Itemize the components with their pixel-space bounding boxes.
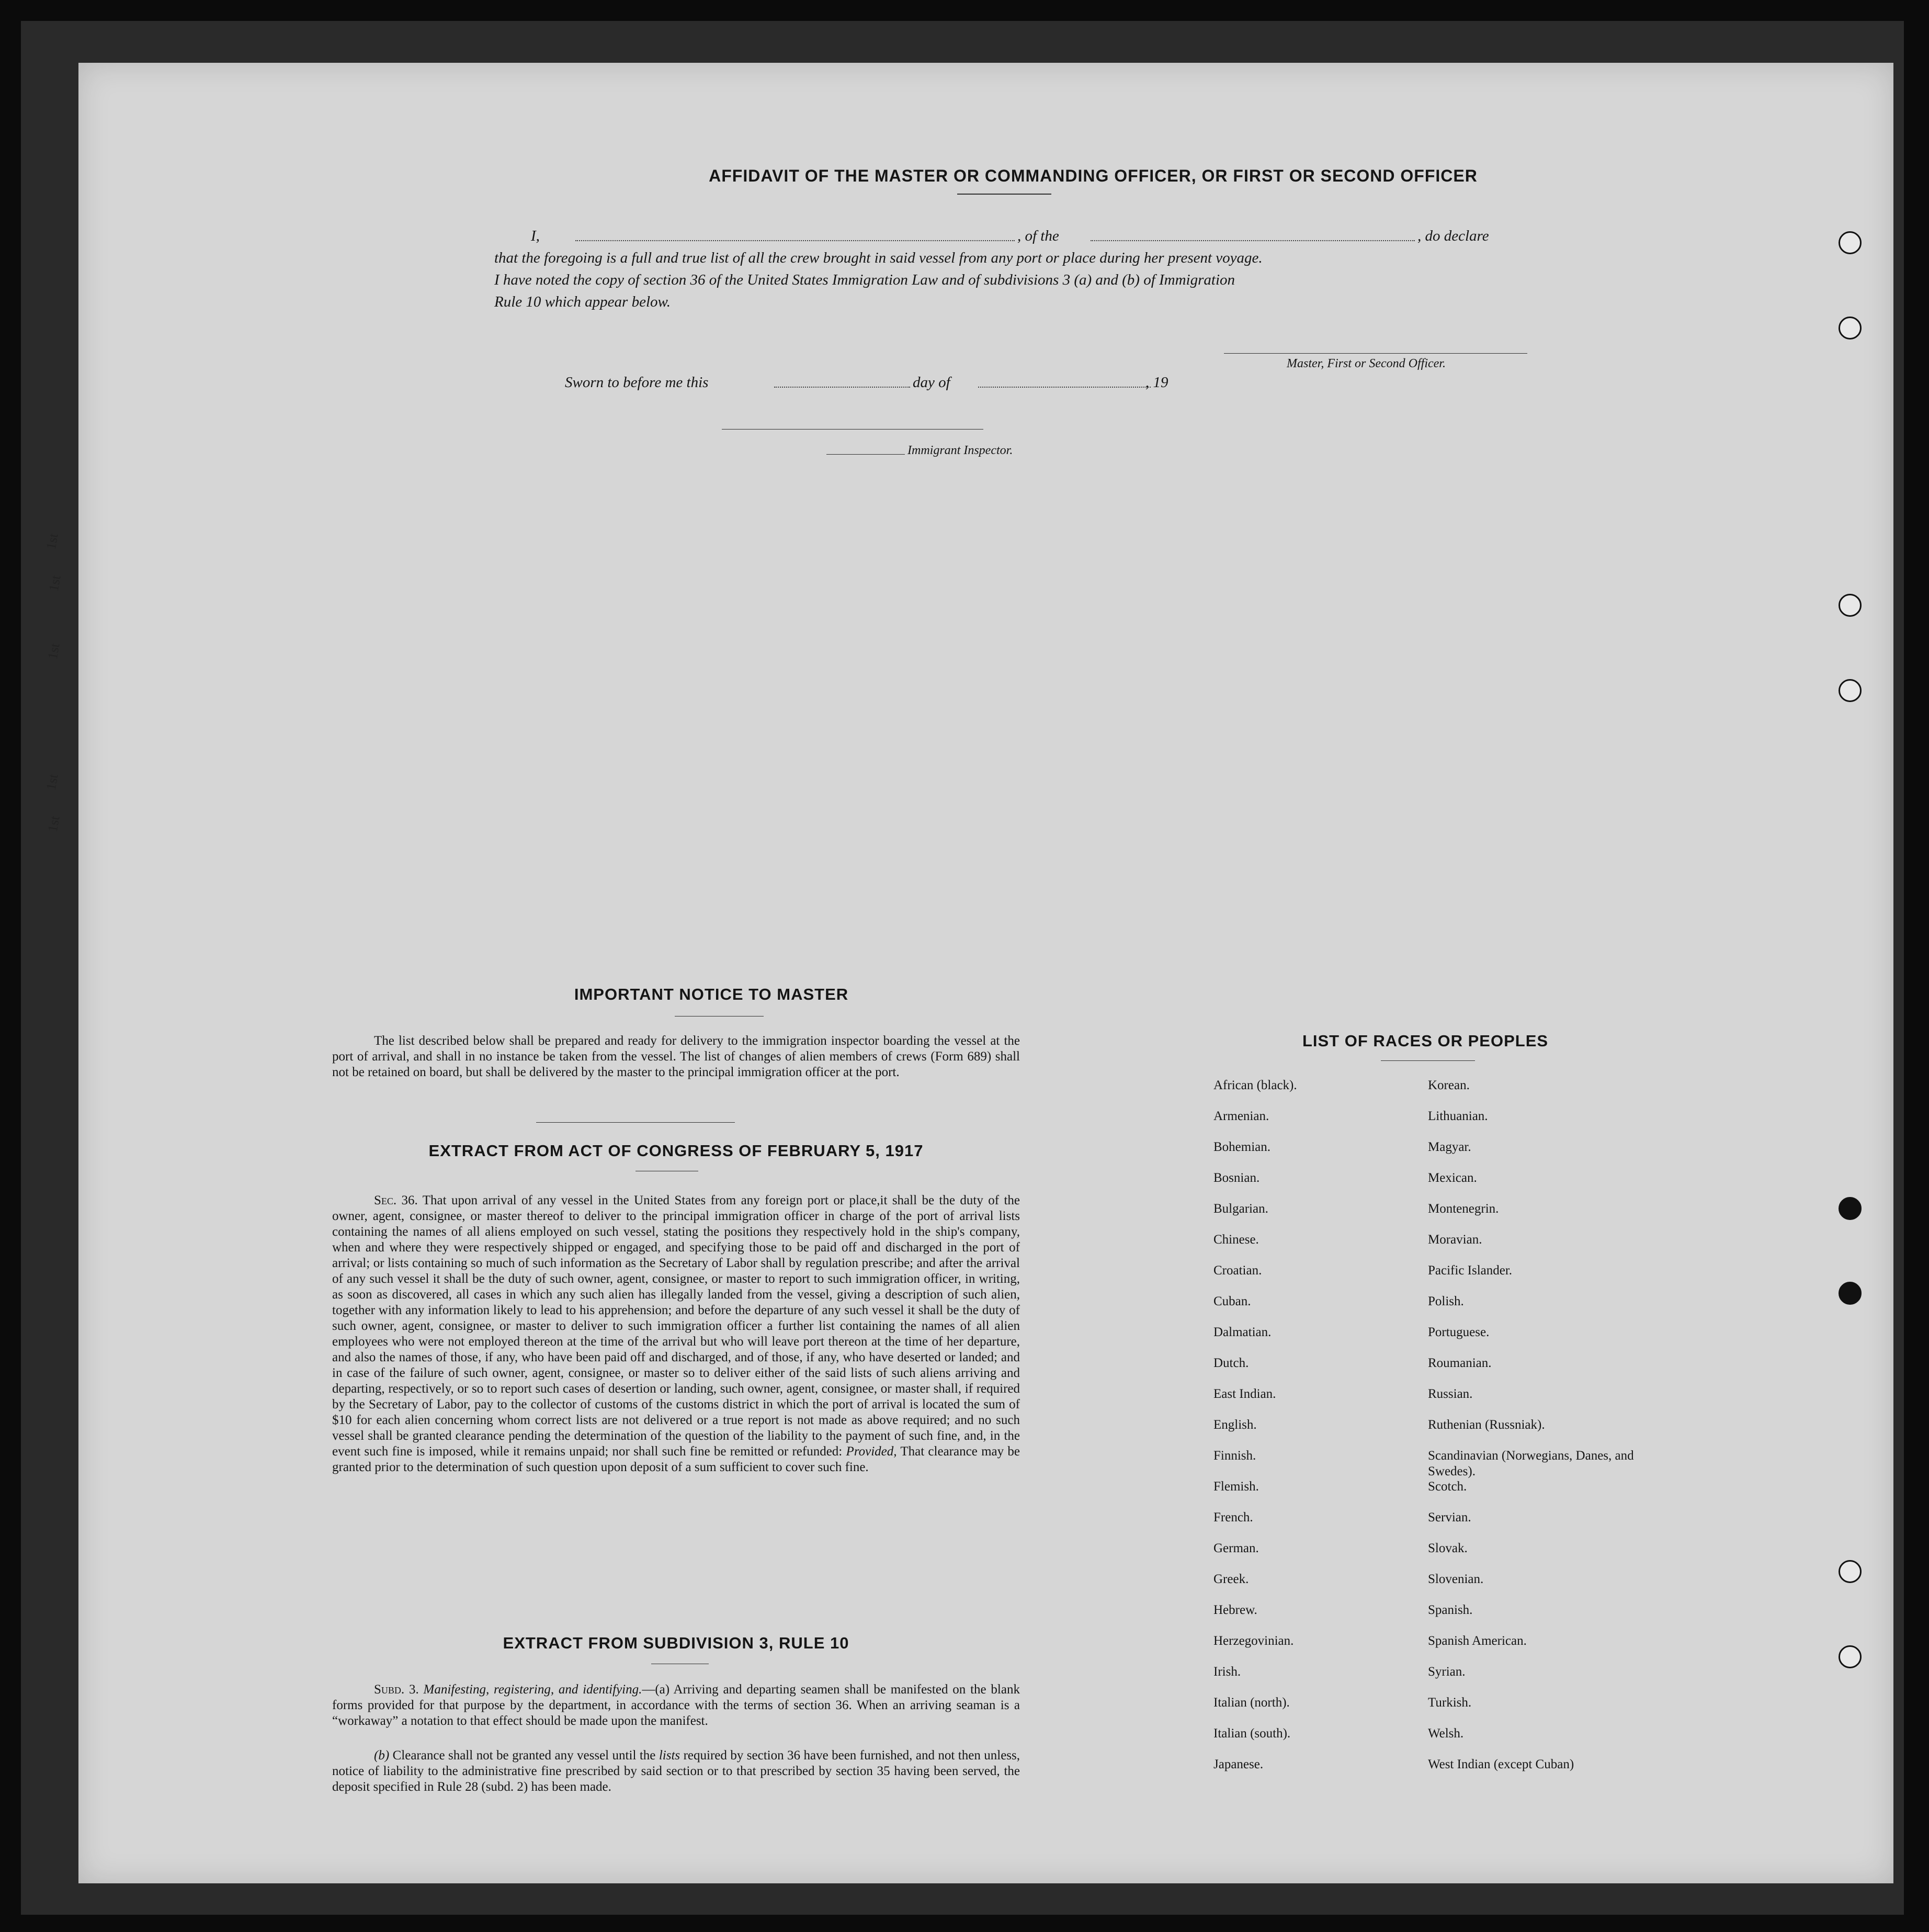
race-item: Spanish. [1428, 1603, 1473, 1617]
affidavit-line-4: Rule 10 which appear below. [494, 293, 671, 310]
race-item: Japanese. [1213, 1757, 1264, 1771]
race-item: Irish. [1213, 1665, 1241, 1679]
margin-mark-4: 1st [43, 773, 61, 792]
race-item: Herzegovinian. [1213, 1634, 1294, 1648]
race-item: Montenegrin. [1428, 1202, 1499, 1216]
inspector-short-line [826, 454, 905, 455]
race-item: Chinese. [1213, 1233, 1259, 1247]
sworn-prefix: Sworn to before me this [565, 374, 709, 391]
race-item: Syrian. [1428, 1665, 1466, 1679]
race-item: Bosnian. [1213, 1171, 1260, 1185]
race-item: Greek. [1213, 1572, 1249, 1586]
race-item: Dutch. [1213, 1356, 1249, 1370]
rule-title: EXTRACT FROM SUBDIVISION 3, RULE 10 [503, 1634, 849, 1652]
sworn-month-field[interactable] [978, 386, 1151, 388]
master-signature-line[interactable] [1224, 353, 1527, 354]
race-item: West Indian (except Cuban) [1428, 1757, 1574, 1771]
race-item: Moravian. [1428, 1233, 1482, 1247]
notice-title: IMPORTANT NOTICE TO MASTER [574, 985, 849, 1003]
rule-para-b-start: Clearance shall not be granted any vessel until the [392, 1748, 656, 1762]
race-item: Portuguese. [1428, 1325, 1490, 1339]
document-page [43, 63, 1893, 1883]
act-body [332, 1193, 1020, 1475]
section-divider [536, 1122, 735, 1123]
race-item: Welsh. [1428, 1726, 1464, 1741]
race-item: Flemish. [1213, 1479, 1259, 1494]
race-item: Spanish American. [1428, 1634, 1527, 1648]
race-item: Lithuanian. [1428, 1109, 1488, 1123]
races-left-column [1213, 1078, 1412, 1788]
race-item: Servian. [1428, 1510, 1471, 1524]
race-item: Croatian. [1213, 1263, 1262, 1278]
race-item: Bulgarian. [1213, 1202, 1268, 1216]
sworn-day-of: day of [913, 374, 950, 391]
rule-para-b-rest: required by section 36 have been furnished, and not then unless, notice of liability to the administrative fine prescribed by said section or to that prescribed by section 35 having been served, the deposit specified in Rule 28 (subd. 2) has been made. [332, 1748, 1020, 1794]
punch-hole [1839, 1560, 1862, 1583]
race-item: Turkish. [1428, 1696, 1472, 1710]
races-title: LIST OF RACES OR PEOPLES [1302, 1032, 1549, 1050]
margin-mark-1: 1st [43, 532, 61, 551]
act-body-end: That clearance may be granted prior to the determination of such question upon deposit of a sum sufficient to cover such fine. [332, 1444, 1020, 1474]
affidavit-i: I, [531, 228, 540, 244]
notice-body: The list described below shall be prepared and ready for delivery to the immigration inspector boarding the vessel at the port of arrival, and shall in no instance be taken from the vessel. The list of changes of alien members of crews (Form 689) shall not be retained on board, but shall be delivered by the master to the principal immigration officer at the port. [332, 1034, 1020, 1079]
inspector-signature-line[interactable] [722, 429, 983, 430]
punch-hole [1839, 679, 1862, 702]
punch-hole [1839, 594, 1862, 617]
affidavit-of-the: , of the [1017, 228, 1059, 244]
master-name-field[interactable] [575, 240, 1015, 241]
rule-para-b-label: (b) [374, 1748, 390, 1762]
margin-mark-3: 1st [44, 642, 63, 661]
race-item: Scotch. [1428, 1479, 1467, 1494]
race-item: Slovak. [1428, 1541, 1468, 1555]
act-provided: Provided, [846, 1444, 897, 1459]
act-section-label: Sec. 36. [374, 1193, 418, 1207]
race-item: East Indian. [1213, 1387, 1276, 1401]
race-item: Hebrew. [1213, 1603, 1257, 1617]
race-item: Pacific Islander. [1428, 1263, 1513, 1278]
race-item: Roumanian. [1428, 1356, 1492, 1370]
rule-subd-label: Subd. 3. [374, 1682, 419, 1697]
race-item: Magyar. [1428, 1140, 1471, 1154]
race-item: African (black). [1213, 1078, 1297, 1092]
punch-hole [1839, 317, 1862, 340]
rule-para-a [332, 1682, 1020, 1729]
race-item: French. [1213, 1510, 1253, 1524]
margin-mark-5: 1st [44, 815, 63, 833]
race-item: Dalmatian. [1213, 1325, 1272, 1339]
affidavit-line-3: I have noted the copy of section 36 of the United States Immigration Law and of subdivisions 3 (a) and (b) of Immigration [494, 272, 1235, 288]
affidavit-title: AFFIDAVIT OF THE MASTER OR COMMANDING OFFICER, OR FIRST OR SECOND OFFICER [709, 166, 1478, 185]
race-item: Ruthenian (Russniak). [1428, 1418, 1545, 1432]
master-signature-label: Master, First or Second Officer. [1287, 357, 1446, 370]
race-item: Armenian. [1213, 1109, 1269, 1123]
inspector-signature-label: Immigrant Inspector. [907, 444, 1013, 457]
sworn-year: , 19 [1145, 374, 1168, 391]
race-item: German. [1213, 1541, 1259, 1555]
affidavit-line-2: that the foregoing is a full and true list of all the crew brought in said vessel from any port or place during her present voyage. [494, 250, 1263, 266]
race-item: Korean. [1428, 1078, 1470, 1092]
act-body-text: That upon arrival of any vessel in the United States from any foreign port or place,it shall be the duty of the owner, agent, consignee, or master thereof to deliver to the principal immigration officer in charge of the port of arrival lists containing the names of all aliens employed on such vessel, stating the positions they respectively hold in the ship's company, when and where they were respectively shipped or engaged, and specifying those to be paid off and discharged in the port of arrival; or lists containing so much of such information as the Secretary of Labor shall by regulation prescribe; and after the arrival of any such vessel it shall be the duty of such owner, agent, consignee, or master to report to such immigration officer, in writing, as soon as discovered, all cases in which any such alien has illegally landed from the vessel, giving a description of such alien, together with any information likely to lead to his apprehension; and before the departure of any such vessel it shall be the duty of such owner, agent, consignee, or master to deliver to such immigration officer a further list containing the names of all alien employees who were not employed thereon at the time of the arrival but who will leave port thereon at the time of her departure, and also the names of those, if any, who have been paid off and discharged, and of those, if any, who have deserted or landed; and in case of the failure of such owner, agent, consignee, or master so to deliver either of the said lists of such aliens arriving and departing, respectively, or so to report such cases of desertion or landing, such owner, agent, consignee, or master shall, if required by the Secretary of Labor, pay to the collector of customs of the customs district in which the port of arrival is located the sum of $10 for each alien concerning whom correct lists are not delivered or a true report is not made as above required; and no such vessel shall be granted clearance pending the determination of the question of the liability to the payment of such fine, and, in the event such fine is imposed, while it remains unpaid; nor shall such fine be remitted or refunded: [332, 1193, 1020, 1459]
race-item: Bohemian. [1213, 1140, 1271, 1154]
punch-hole [1839, 1282, 1862, 1305]
sworn-day-field[interactable] [774, 386, 910, 388]
race-item: English. [1213, 1418, 1257, 1432]
punch-hole [1839, 231, 1862, 254]
act-title: EXTRACT FROM ACT OF CONGRESS OF FEBRUARY 5, 1917 [428, 1142, 924, 1160]
race-item: Polish. [1428, 1294, 1464, 1308]
rule-para-b [332, 1748, 1020, 1795]
race-item: Mexican. [1428, 1171, 1477, 1185]
race-item: Italian (north). [1213, 1696, 1290, 1710]
margin-mark-2: 1st [46, 574, 64, 593]
races-right-column [1428, 1078, 1648, 1788]
race-item: Scandinavian (Norwegians, Danes, and Swedes). [1428, 1449, 1634, 1478]
rule-para-a-text: —(a) Arriving and departing seamen shall be manifested on the blank forms provided for that purpose by the department, in accordance with the terms of section 36. When an arriving seaman is a “workaway” a notation to that effect should be made upon the manifest. [332, 1682, 1020, 1728]
races-divider [1381, 1060, 1475, 1061]
race-item: Russian. [1428, 1387, 1473, 1401]
race-item: Cuban. [1213, 1294, 1251, 1308]
vessel-name-field[interactable] [1091, 240, 1415, 241]
race-item: Italian (south). [1213, 1726, 1291, 1741]
affidavit-do-declare: , do declare [1417, 228, 1489, 244]
race-item: Slovenian. [1428, 1572, 1484, 1586]
punch-hole [1839, 1197, 1862, 1220]
punch-hole [1839, 1645, 1862, 1668]
rule-subd-heading: Manifesting, registering, and identifying. [423, 1682, 642, 1697]
title-divider [957, 194, 1051, 195]
race-item: Finnish. [1213, 1449, 1256, 1463]
rule-para-b-lists: lists [659, 1748, 680, 1762]
